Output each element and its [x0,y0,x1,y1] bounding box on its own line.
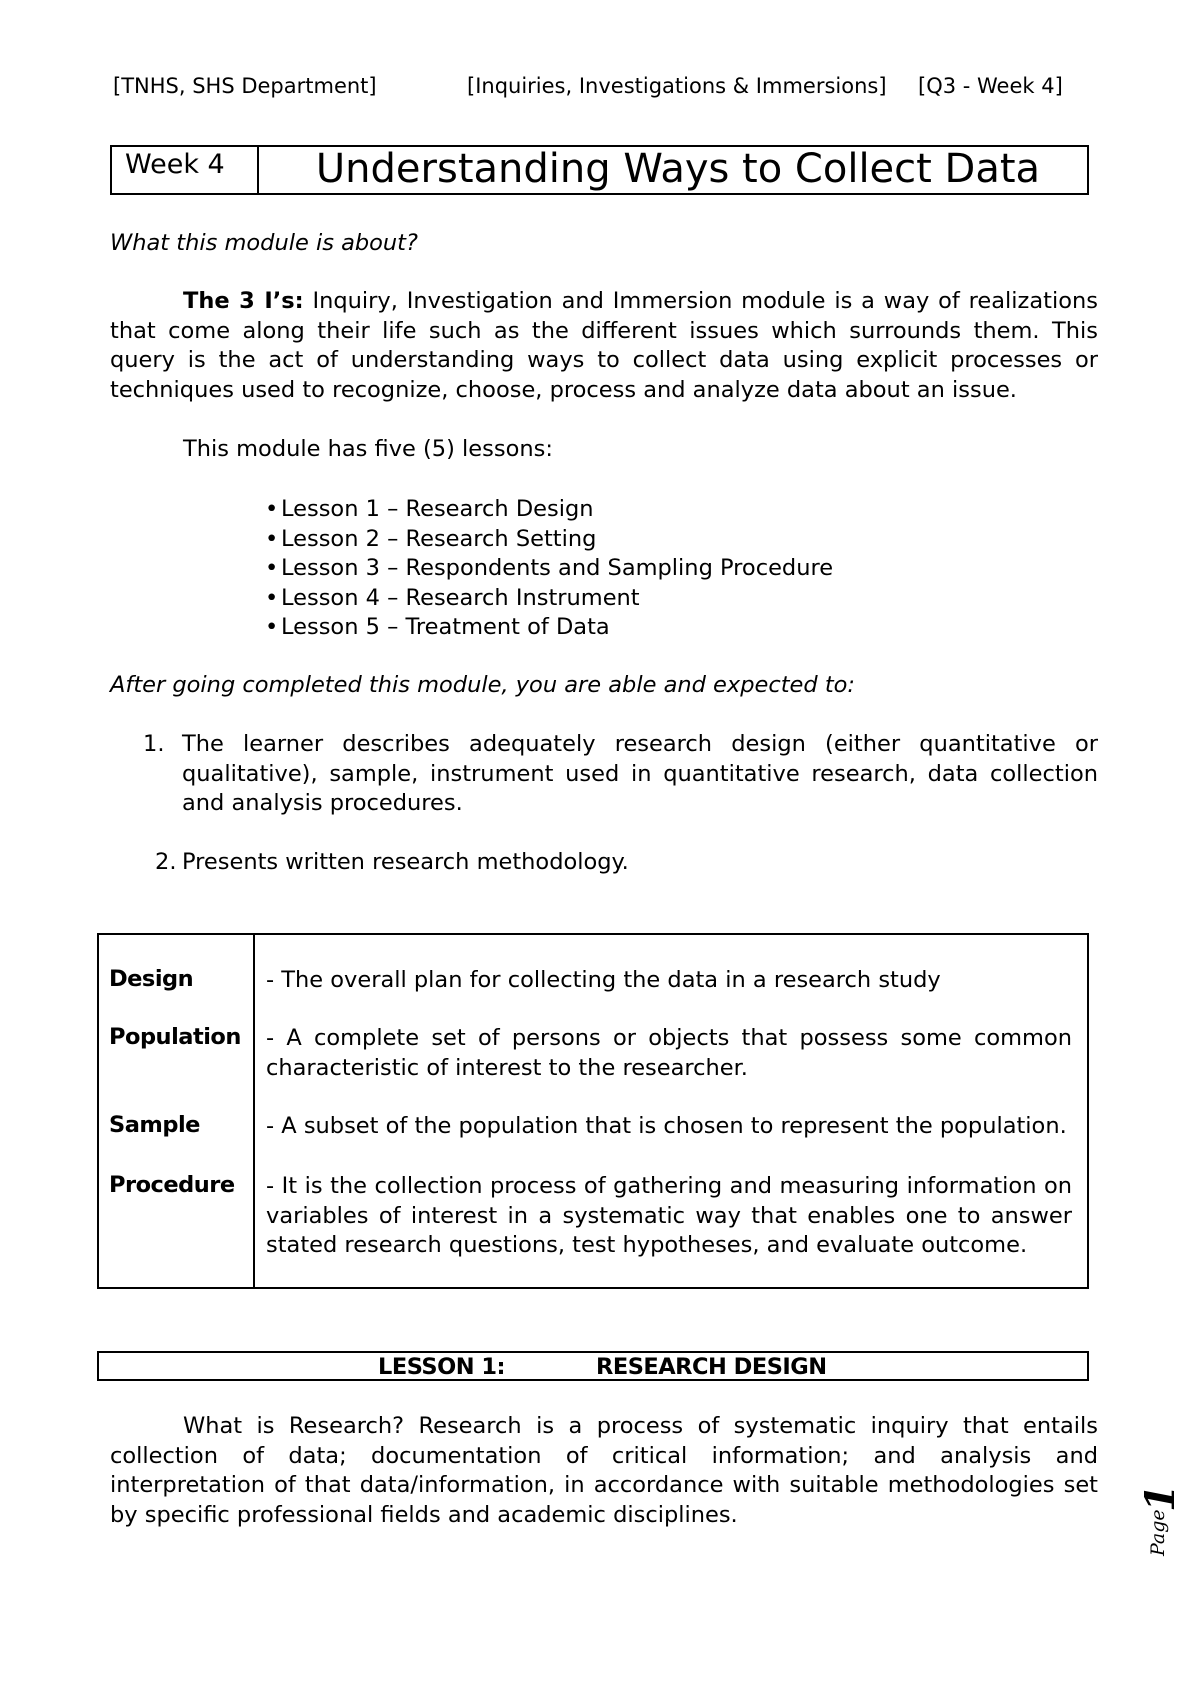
lesson-1-bar [97,1351,1089,1381]
lesson-item-5: • Lesson 5 – Treatment of Data [265,613,833,643]
objective-1-text: The learner describes adequately research design (either quantitative or qualitative), sample, instrument used in quantitative research, data collection and analysis procedures. [182,731,1098,816]
table-column-divider [253,935,255,1287]
definition-design: - The overall plan for collecting the data in a research study [266,967,941,993]
definition-sample: - A subset of the population that is chosen to represent the population. [266,1113,1067,1139]
lesson-1-title: RESEARCH DESIGN [596,1354,827,1380]
term-sample: Sample [109,1112,200,1138]
objective-1-number: 1. [143,731,165,757]
page-label: Page [1147,1509,1169,1556]
title-box [110,145,1089,195]
lesson-1-label: LESSON 1: [378,1354,506,1380]
page-number: 1 [1140,1484,1184,1512]
lesson-item-3: • Lesson 3 – Respondents and Sampling Procedure [265,554,833,584]
page-title: Understanding Ways to Collect Data [315,146,1041,192]
page-number-marker [1140,1470,1200,1560]
header-quarter-week: [Q3 - Week 4] [918,74,1063,98]
lesson-list [265,495,833,643]
header-subject: [Inquiries, Investigations & Immersions] [467,74,887,98]
lessons-intro: This module has five (5) lessons: [183,436,553,462]
definitions-table [97,933,1089,1289]
module-question: What this module is about? [110,230,418,256]
definition-procedure: - It is the collection process of gathering and measuring information on variables of interest in a systematic way that enables one to answer stated research questions, test hypotheses, and evaluate outcome. [266,1173,1072,1258]
definition-population: - A complete set of persons or objects that possess some common characteristic of interest to the researcher. [266,1025,1072,1081]
objective-2-text: Presents written research methodology. [182,849,629,875]
lesson-item-2: • Lesson 2 – Research Setting [265,525,833,555]
term-design: Design [109,966,194,992]
lesson-1-paragraph: What is Research? Research is a process of systematic inquiry that entails collection of data; documentation of critical information; and analysis and interpretation of that data/information, in accordance with suitable methodologies set by specific professional fields and academic disciplines. [110,1413,1098,1528]
term-procedure: Procedure [109,1172,235,1198]
term-population: Population [109,1024,241,1050]
objectives-heading: After going completed this module, you are able and expected to: [110,672,855,698]
lesson-item-4: • Lesson 4 – Research Instrument [265,584,833,614]
intro-lead: The 3 I’s: [183,288,304,314]
header-department: [TNHS, SHS Department] [113,74,377,98]
objective-2-number: 2. [155,849,177,875]
intro-paragraph [110,287,1098,405]
intro-text: Inquiry, Investigation and Immersion module is a way of realizations that come along their life such as the different issues which surrounds them. This query is the act of understanding ways to collect data using explicit processes or techniques used to recognize, choose, process and analyze data about an issue. [110,288,1098,403]
lesson-item-1: • Lesson 1 – Research Design [265,495,833,525]
page-number-graphic [1140,1470,1200,1560]
week-label: Week 4 [112,147,259,193]
